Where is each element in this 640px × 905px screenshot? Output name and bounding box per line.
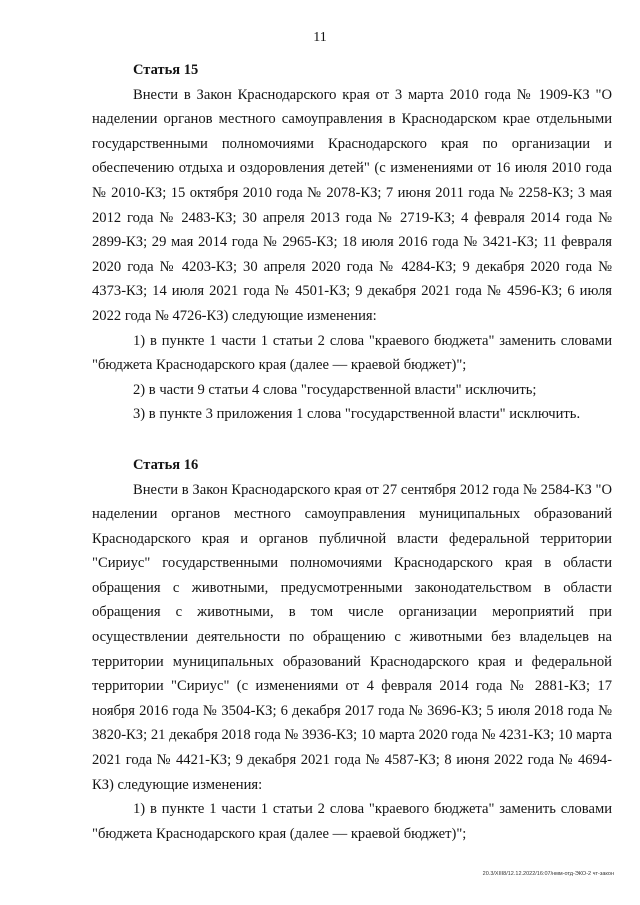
article-16	[92, 453, 612, 847]
footer-code: 20.3/XIII8/12.12.2022/16:07/нмм-отд-ЭКО-2 чт-закон	[482, 871, 614, 877]
list-item: 3) в пункте 3 приложения 1 слова "государственной власти" исключить.	[133, 406, 581, 423]
document-body	[92, 58, 612, 846]
page-number: 11	[313, 30, 327, 45]
amendment-list	[92, 797, 612, 846]
article-15	[92, 58, 612, 427]
article-paragraph: Внести в Закон Краснодарского края от 27 сентября 2012 года № 2584-КЗ "О наделении органов местного самоуправления муниципальных образований Краснодарского края и органов публичной власти федеральной территории "Сириус" государственными полномочиями Краснодарского края в области обращения с животными, предусмотренными законодательством в области обращения с животными, в том числе организации мероприятий при осуществлении деятельности по обращению с животными без владельцев на территории муниципальных образований Краснодарского края и федеральной территории "Сириус" (с изменениями от 4 февраля 2014 года № 2881-КЗ; 17 ноября 2016 года № 3504-КЗ; 6 декабря 2017 года № 3696-КЗ; 5 июля 2018 года № 3820-КЗ; 21 декабря 2018 года № 3936-КЗ; 10 марта 2020 года № 4231-КЗ; 10 марта 2021 года № 4421-КЗ; 9 декабря 2021 года № 4587-КЗ; 8 июня 2022 года № 4694-КЗ) следующие изменения:	[92, 481, 612, 793]
article-title: Статья 15	[133, 62, 199, 78]
article-paragraph: Внести в Закон Краснодарского края от 3 марта 2010 года № 1909-КЗ "О наделении органов местного самоуправления в Краснодарском крае отдельными государственными полномочиями Краснодарского края по организации и обеспечению отдыха и оздоровления детей" (с изменениями от 16 июля 2010 года № 2010-КЗ; 15 октября 2010 года № 2078-КЗ; 7 июня 2011 года № 2258-КЗ; 3 мая 2012 года № 2483-КЗ; 30 апреля 2013 года № 2719-КЗ; 4 февраля 2014 года № 2899-КЗ; 29 мая 2014 года № 2965-КЗ; 18 июля 2016 года № 3421-КЗ; 11 февраля 2020 года № 4203-КЗ; 30 апреля 2020 года № 4284-КЗ; 9 декабря 2020 года № 4373-КЗ; 14 июля 2021 года № 4501-КЗ; 9 декабря 2021 года № 4596-КЗ; 6 июля 2022 года № 4726-КЗ) следующие изменения:	[92, 86, 612, 324]
list-item: 1) в пункте 1 части 1 статьи 2 слова "краевого бюджета" заменить словами "бюджета Краснодарского края (далее — краевой бюджет)";	[92, 801, 612, 842]
list-item: 2) в части 9 статьи 4 слова "государственной власти" исключить;	[133, 381, 537, 398]
article-title: Статья 16	[133, 456, 199, 473]
list-item: 1) в пункте 1 части 1 статьи 2 слова "краевого бюджета" заменить словами "бюджета Краснодарского края (далее — краевой бюджет)";	[92, 332, 612, 374]
amendment-list	[92, 329, 612, 427]
